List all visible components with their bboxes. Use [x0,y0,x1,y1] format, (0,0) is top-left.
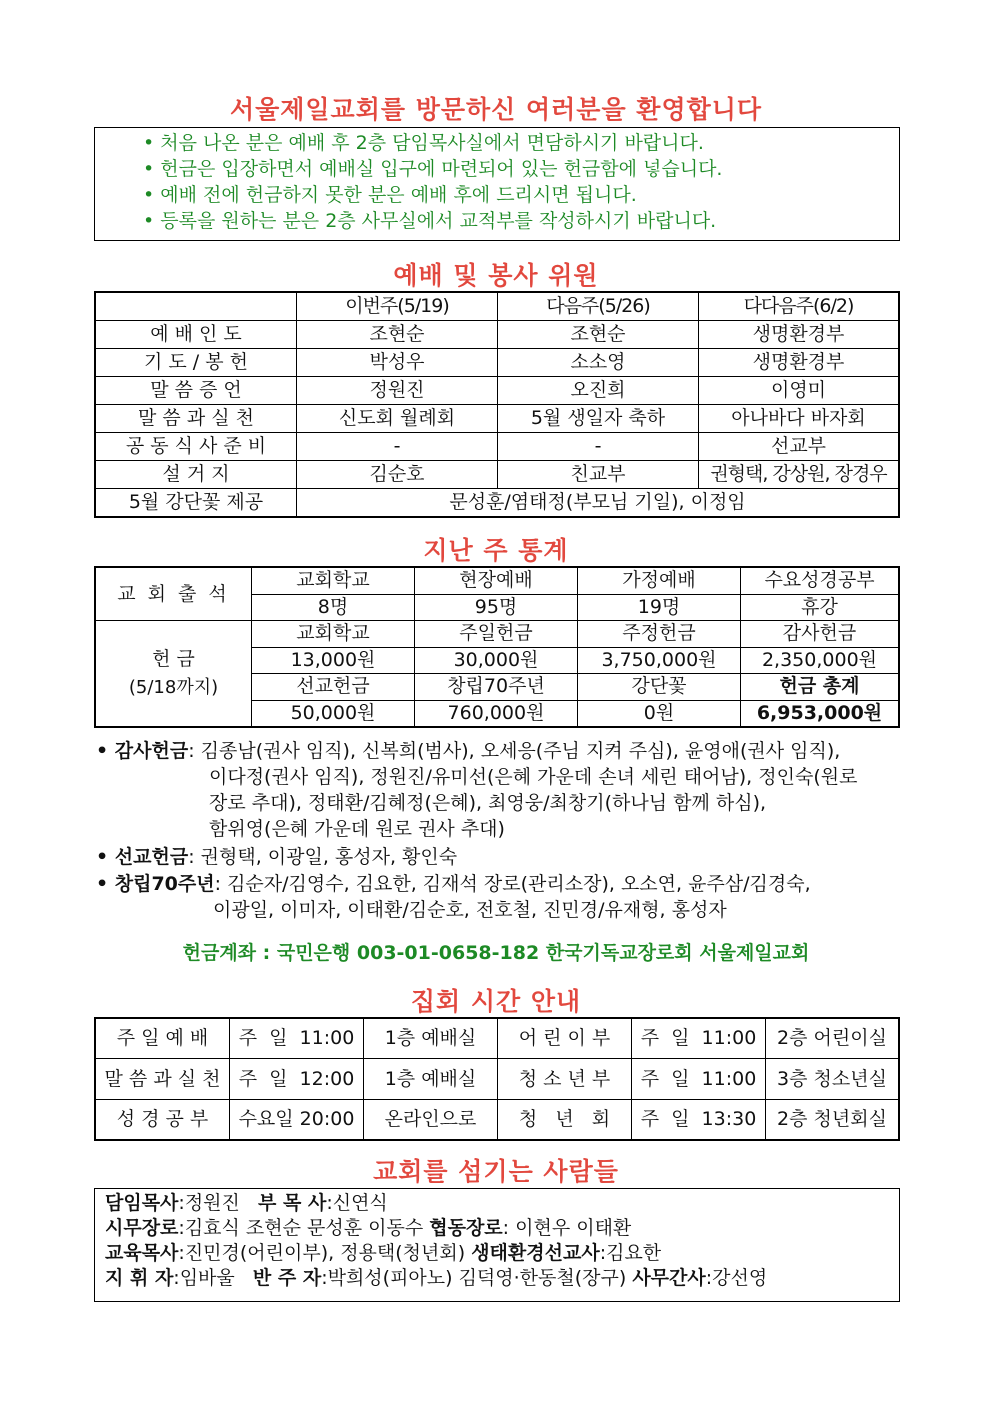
meeting-place: 1층 예배실 [364,1059,498,1099]
table-cell: 이영미 [699,377,899,405]
staff-names: :김효식 조현순 문성훈 이동수 [178,1217,424,1239]
thanks-line [96,738,840,764]
staff-role: 담임목사 [105,1192,179,1214]
table-row [96,377,899,405]
bank-account: 헌금계좌 : 국민은행 003-01-0658-182 한국기독교장로회 서울제일교회 [182,942,810,964]
table-cell: 50,000원 [252,700,415,727]
table-cell: 오진희 [498,377,699,405]
meeting-name: 성 경 공 부 [96,1099,230,1139]
table-cell: 정원진 [297,377,498,405]
table-row [96,1019,899,1059]
meeting-name: 청 소 년 부 [498,1059,632,1099]
staff-role: 교육목사 [105,1242,179,1264]
table-header: 창립70주년 [415,674,578,701]
table-header: 다다음주(6/2) [699,293,899,321]
staff-names: :박희성(피아노) 김덕영·한동철(장구) [321,1267,627,1289]
row-label: 5월 강단꽃 제공 [96,489,297,517]
table-row [96,321,899,349]
table-cell: 생명환경부 [699,349,899,377]
table-cell: 소소영 [498,349,699,377]
table-row [96,293,899,321]
table-cell: - [297,433,498,461]
offering-label-cell [96,621,252,727]
table-cell: 95명 [415,594,578,621]
thanks-text: : 김종남(권사 임직), 신복희(범사), 오세응(주님 지켜 주심), 윤영애(권사 임직), [188,740,841,762]
welcome-item: • 헌금은 입장하면서 예배실 입구에 마련되어 있는 헌금함에 넣습니다. [143,158,723,180]
meeting-time: 주 일 11:00 [632,1019,766,1059]
total-header: 헌금 총계 [741,674,899,701]
table-cell: - [498,433,699,461]
table-row [96,405,899,433]
staff-names: :김요한 [599,1242,662,1264]
meeting-name: 주 일 예 배 [96,1019,230,1059]
table-header: 감사헌금 [741,621,899,648]
attendance-label: 교 회 출 석 [96,568,252,621]
table-row [96,433,899,461]
staff-names: :정원진 [178,1192,240,1214]
table-cell: 13,000원 [252,647,415,674]
meeting-place: 2층 어린이실 [766,1019,899,1059]
mission-text: : 권형택, 이광일, 홍성자, 황인숙 [188,846,458,868]
table-cell: 3,750,000원 [578,647,741,674]
staff-role: 생태환경선교사 [471,1242,600,1264]
anniversary-text: : 김순자/김영수, 김요한, 김재석 장로(관리소장), 오소연, 윤주삼/김경숙, [214,873,811,895]
staff-role: 반 주 자 [252,1267,322,1289]
table-header: 교회학교 [252,568,415,595]
table-row [96,1099,899,1139]
thanks-text: 이다정(권사 임직), 정원진/유미선(은혜 가운데 손녀 세린 태어남), 정인숙(원로 [209,766,858,788]
anniversary-text: 이광일, 이미자, 이태환/김순호, 전호철, 진민경/유재형, 홍성자 [213,899,727,921]
table-cell: 5월 생일자 축하 [498,405,699,433]
staff-role: 사무간사 [632,1267,706,1289]
staff-line [105,1266,899,1291]
staff-title: 교회를 섬기는 사람들 [373,1157,619,1186]
meeting-place: 3층 청소년실 [766,1059,899,1099]
total-value: 6,953,000원 [741,700,899,727]
table-row [96,568,899,595]
table-cell: 휴강 [741,594,899,621]
table-cell: 아나바다 바자회 [699,405,899,433]
thanks-label: • 감사헌금 [96,740,189,762]
staff-line [105,1241,899,1266]
meeting-place: 2층 청년회실 [766,1099,899,1139]
table-cell: 30,000원 [415,647,578,674]
table-cell: 권형택, 강상원, 장경우 [699,461,899,489]
meeting-time: 주 일 12:00 [230,1059,364,1099]
offering-sublabel: (5/18까지) [128,677,219,699]
mission-label: • 선교헌금 [96,846,189,868]
meeting-name: 청 년 회 [498,1099,632,1139]
table-header: 현장예배 [415,568,578,595]
thanks-text: 함위영(은혜 가운데 원로 권사 추대) [209,818,505,840]
staff-role: 시무장로 [105,1217,179,1239]
mission-line [96,844,457,870]
staff-names: :임바울 [173,1267,235,1289]
service-title: 예배 및 봉사 위원 [393,261,599,290]
row-label: 기 도 / 봉 헌 [96,349,297,377]
table-header: 수요성경공부 [741,568,899,595]
staff-names: :신연식 [326,1192,388,1214]
anniversary-line [96,871,811,897]
table-cell: 박성우 [297,349,498,377]
table-header: 주일헌금 [415,621,578,648]
staff-box [94,1188,900,1302]
thanks-text: 장로 추대), 정태환/김혜정(은혜), 최영웅/최창기(하나님 함께 하심), [209,792,767,814]
table-cell: 선교부 [699,433,899,461]
table-header: 강단꽃 [578,674,741,701]
flower-provider: 문성훈/염태정(부모님 기일), 이정임 [297,489,899,517]
table-cell: 친교부 [498,461,699,489]
row-label: 말 씀 증 언 [96,377,297,405]
stats-title: 지난 주 통계 [423,536,569,565]
table-header: 가정예배 [578,568,741,595]
anniversary-label: • 창립70주년 [96,873,215,895]
table-row [96,349,899,377]
meetings-table [94,1017,900,1141]
welcome-item: • 처음 나온 분은 예배 후 2층 담임목사실에서 면담하시기 바랍니다. [143,132,704,154]
row-label: 공 동 식 사 준 비 [96,433,297,461]
welcome-item: • 예배 전에 헌금하지 못한 분은 예배 후에 드리시면 됩니다. [143,184,637,206]
row-label: 설 거 지 [96,461,297,489]
meeting-time: 주 일 11:00 [230,1019,364,1059]
row-label: 예 배 인 도 [96,321,297,349]
table-header: 이번주(5/19) [297,293,498,321]
table-cell: 생명환경부 [699,321,899,349]
staff-names: :진민경(어린이부), 정용택(청년회) [178,1242,466,1264]
staff-line [105,1191,899,1216]
meeting-time: 주 일 13:30 [632,1099,766,1139]
welcome-box [94,127,900,241]
table-header: 주정헌금 [578,621,741,648]
table-header: 교회학교 [252,621,415,648]
staff-names: :강선영 [705,1267,768,1289]
staff-role: 협동장로 [429,1217,503,1239]
row-label: 말 씀 과 실 천 [96,405,297,433]
staff-role: 지 휘 자 [105,1267,174,1289]
table-row [96,489,899,517]
staff-role: 부 목 사 [258,1192,327,1214]
meeting-name: 어 린 이 부 [498,1019,632,1059]
service-table [94,291,900,518]
table-cell: 0원 [578,700,741,727]
table-cell: 신도회 월례회 [297,405,498,433]
stats-table [94,566,900,728]
table-row [96,461,899,489]
table-cell: 김순호 [297,461,498,489]
offering-label: 헌 금 [152,647,195,670]
table-row [96,621,899,648]
staff-names: : 이현우 이태환 [502,1217,632,1239]
meeting-place: 1층 예배실 [364,1019,498,1059]
table-cell: 19명 [578,594,741,621]
table-header: 다음주(5/26) [498,293,699,321]
meetings-title: 집회 시간 안내 [410,987,582,1016]
meeting-name: 말 씀 과 실 천 [96,1059,230,1099]
table-cell: 2,350,000원 [741,647,899,674]
table-header: 선교헌금 [252,674,415,701]
table-cell: 760,000원 [415,700,578,727]
meeting-time: 수요일 20:00 [230,1099,364,1139]
meeting-time: 주 일 11:00 [632,1059,766,1099]
staff-line [105,1216,899,1241]
table-row [96,1059,899,1099]
table-cell: 조현순 [498,321,699,349]
welcome-item: • 등록을 원하는 분은 2층 사무실에서 교적부를 작성하시기 바랍니다. [143,210,717,232]
welcome-title: 서울제일교회를 방문하신 여러분을 환영합니다 [229,95,763,124]
table-cell: 8명 [252,594,415,621]
meeting-place: 온라인으로 [364,1099,498,1139]
table-cell: 조현순 [297,321,498,349]
table-cell [96,293,297,321]
